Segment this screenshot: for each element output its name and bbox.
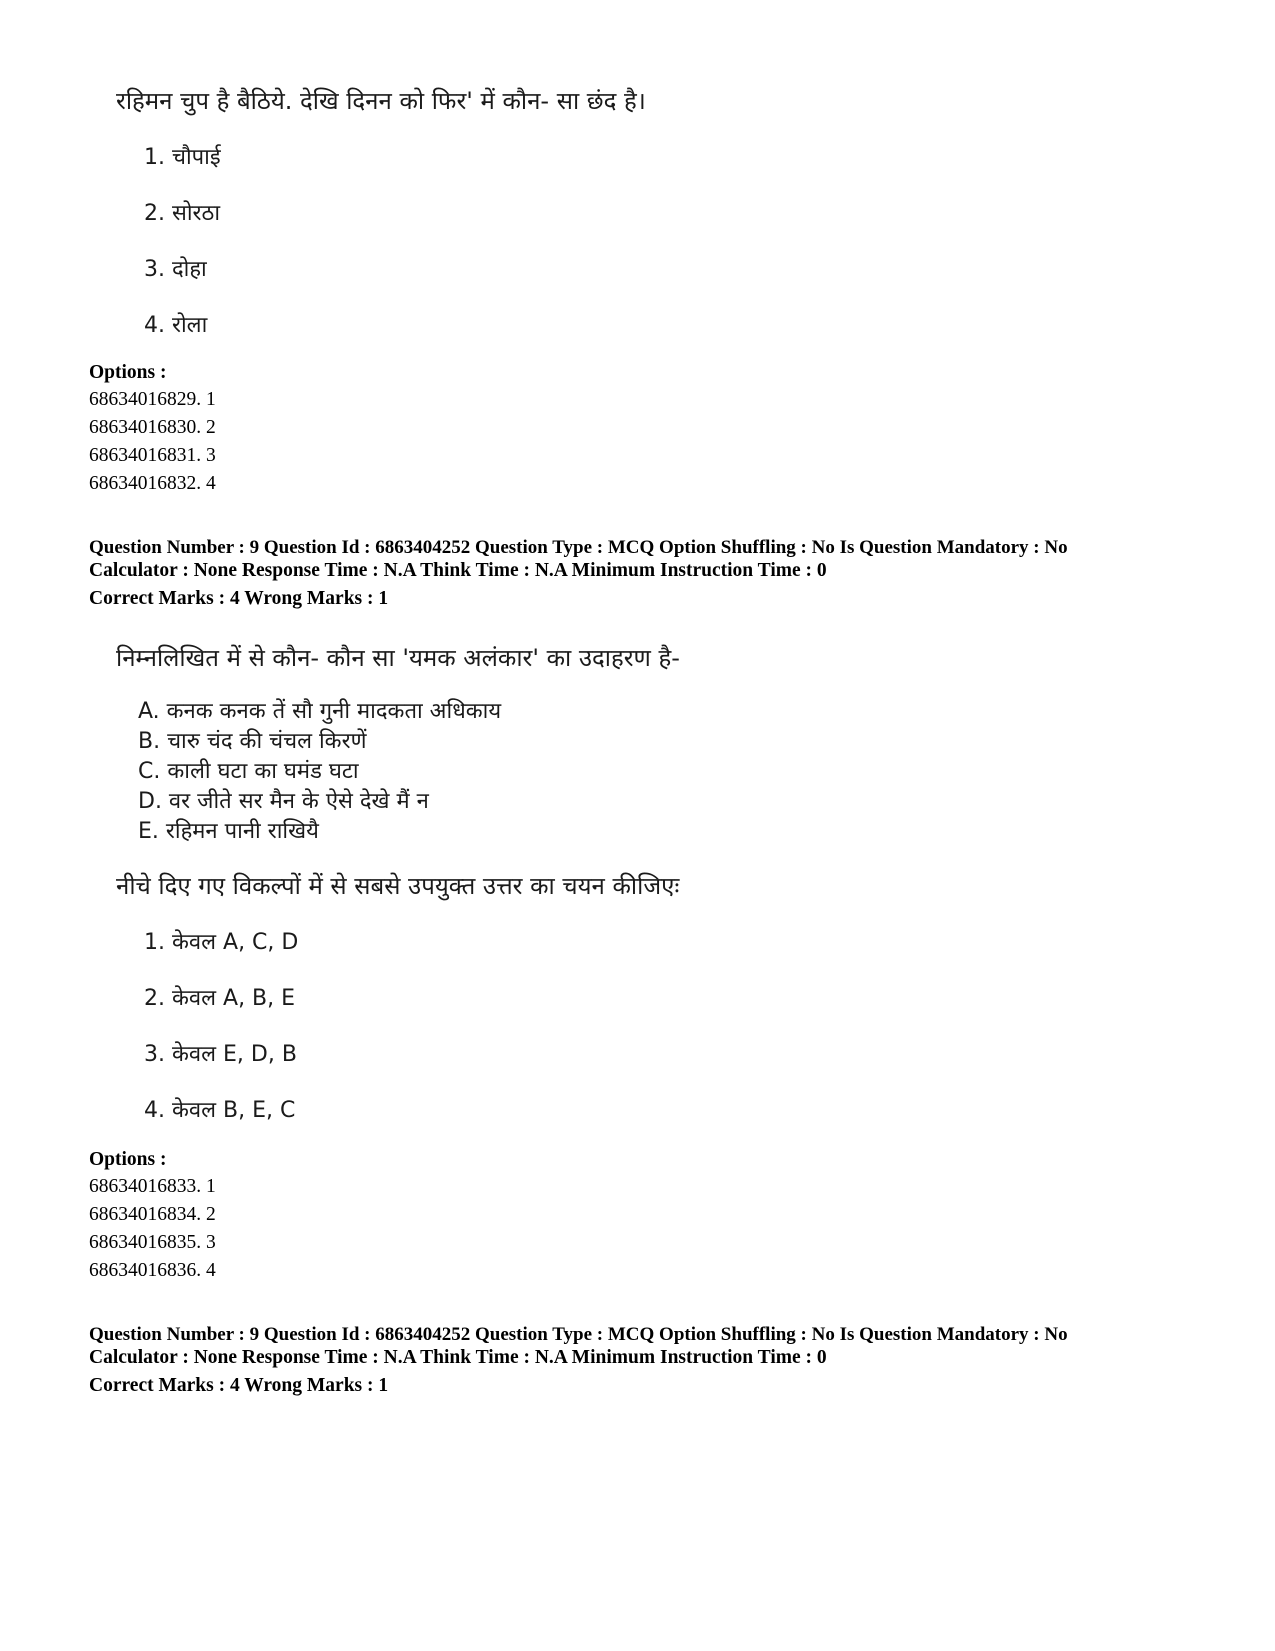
choice-item: 3. केवल E, D, B bbox=[144, 1042, 297, 1067]
choice-item: 2. केवल A, B, E bbox=[144, 986, 296, 1011]
statement-item: C. काली घटा का घमंड घटा bbox=[138, 759, 359, 784]
question-text: रहिमन चुप है बैठिये. देखि दिनन को फिर' में कौन- सा छंद है। bbox=[116, 87, 646, 115]
option-id: 68634016830. 2 bbox=[89, 417, 216, 438]
option-id: 68634016835. 3 bbox=[89, 1232, 216, 1253]
option-id: 68634016834. 2 bbox=[89, 1204, 216, 1225]
choice-item: 4. केवल B, E, C bbox=[144, 1098, 296, 1123]
marks-line: Correct Marks : 4 Wrong Marks : 1 bbox=[89, 588, 389, 609]
question-meta-line: Question Number : 9 Question Id : 6863404252 Question Type : MCQ Option Shuffling : No Is Question Mandatory : No bbox=[89, 537, 1068, 558]
options-label: Options : bbox=[89, 1149, 167, 1170]
instruction-text: नीचे दिए गए विकल्पों में से सबसे उपयुक्त उत्तर का चयन कीजिएः bbox=[116, 872, 680, 900]
question-meta-line: Calculator : None Response Time : N.A Think Time : N.A Minimum Instruction Time : 0 bbox=[89, 1347, 827, 1368]
options-label: Options : bbox=[89, 362, 167, 383]
choice-item: 4. रोला bbox=[144, 313, 208, 338]
question-meta-line: Question Number : 9 Question Id : 6863404252 Question Type : MCQ Option Shuffling : No Is Question Mandatory : No bbox=[89, 1324, 1068, 1345]
choice-item: 1. चौपाई bbox=[144, 145, 221, 170]
option-id: 68634016833. 1 bbox=[89, 1176, 216, 1197]
question-text: निम्नलिखित में से कौन- कौन सा 'यमक अलंकार' का उदाहरण है- bbox=[116, 644, 680, 672]
option-id: 68634016831. 3 bbox=[89, 445, 216, 466]
marks-line: Correct Marks : 4 Wrong Marks : 1 bbox=[89, 1375, 389, 1396]
statement-item: D. वर जीते सर मैन के ऐसे देखे मैं न bbox=[138, 789, 429, 814]
statement-item: A. कनक कनक तें सौ गुनी मादकता अधिकाय bbox=[138, 699, 502, 724]
choice-item: 3. दोहा bbox=[144, 257, 207, 282]
statement-item: B. चारु चंद की चंचल किरणें bbox=[138, 729, 367, 754]
choice-item: 2. सोरठा bbox=[144, 201, 221, 226]
option-id: 68634016832. 4 bbox=[89, 473, 216, 494]
question-meta-line: Calculator : None Response Time : N.A Think Time : N.A Minimum Instruction Time : 0 bbox=[89, 560, 827, 581]
option-id: 68634016829. 1 bbox=[89, 389, 216, 410]
option-id: 68634016836. 4 bbox=[89, 1260, 216, 1281]
statement-item: E. रहिमन पानी राखियै bbox=[138, 819, 319, 844]
choice-item: 1. केवल A, C, D bbox=[144, 930, 299, 955]
